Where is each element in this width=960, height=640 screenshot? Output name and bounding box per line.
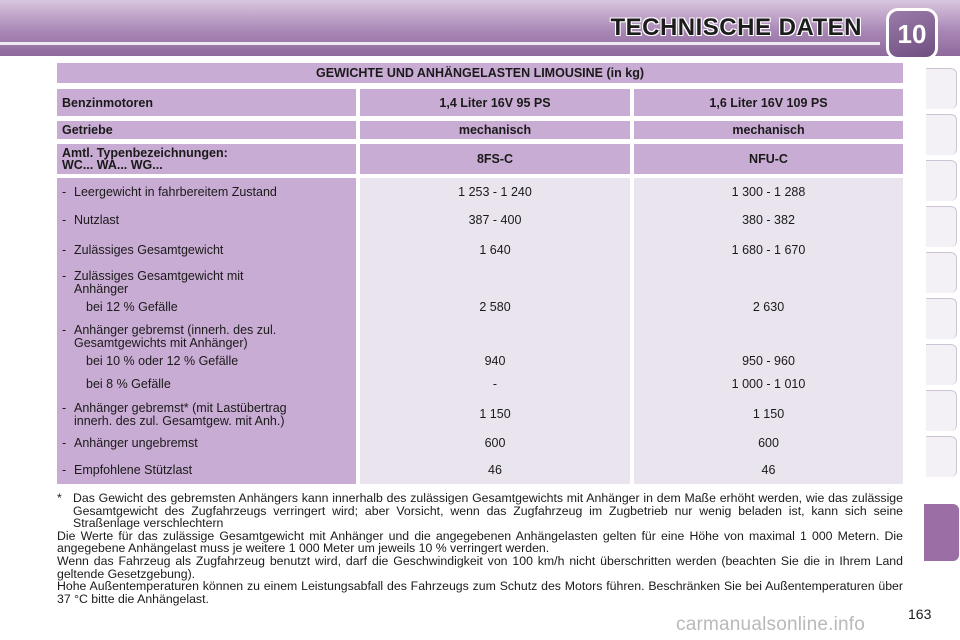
footnote-text: Das Gewicht des gebremsten Anhängers kann innerhalb des zulässigen Gesamtgewichts mit Anhänger in dem Maße erhöht werden, wie das zulässige Gesamtgewicht des Zugfahrzeugs verringert wird; aber Vorsicht, wenn das Zugfahrzeug im Zugbetrieb nur wenig beladen ist, kann sich seine Straßenlage verschlechtern [73, 491, 903, 531]
table-row-label: bei 8 % Gefälle [86, 377, 171, 391]
chapter-tab[interactable] [926, 252, 957, 293]
chapter-tab[interactable] [926, 160, 957, 201]
chapter-tab[interactable] [926, 68, 957, 109]
table-cell: 1 253 - 1 240 [458, 185, 532, 199]
table-row-label: - Zulässiges Gesamtgewicht [62, 243, 224, 257]
engine-col-a: 1,4 Liter 16V 95 PS [360, 89, 630, 116]
table-caption: GEWICHTE UND ANHÄNGELASTEN LIMOUSINE (in kg) [57, 63, 903, 83]
page-number: 163 [908, 606, 932, 622]
chapter-tab[interactable] [926, 436, 957, 477]
label-column [57, 178, 356, 484]
table-row-label: - Leergewicht in fahrbereitem Zustand [62, 185, 277, 199]
table-cell: - [492, 377, 498, 391]
footnote [57, 492, 903, 530]
table-cell: 950 - 960 [742, 354, 795, 368]
gearbox-label: Getriebe [57, 121, 356, 139]
engine-row [57, 89, 903, 116]
table-cell: 1 300 - 1 288 [731, 185, 806, 199]
chapter-number-badge: 10 [886, 8, 938, 60]
chapter-tab-strip [926, 68, 960, 628]
type-label-line1: Amtl. Typenbezeichnungen: [62, 146, 228, 160]
table-cell: 1 640 [479, 243, 511, 257]
table-cell: 380 - 382 [742, 213, 795, 227]
page-title: TECHNISCHE DATEN [610, 14, 862, 41]
chapter-tab[interactable] [926, 298, 957, 339]
table-cell: 1 150 [479, 407, 511, 421]
table-body [57, 178, 903, 484]
table-row-label: - Anhänger gebremst (innerh. des zul. Gesamtgewichts mit Anhänger) [62, 323, 277, 350]
chapter-tab-active[interactable] [924, 504, 959, 561]
chapter-tab[interactable] [926, 390, 957, 431]
type-row [57, 144, 903, 174]
note-paragraph: Die Werte für das zulässige Gesamtgewicht mit Anhänger und die angegebenen Anhängelasten gelten für eine Höhe von maximal 1 000 Metern. Die angegebene Anhängelast muss je weitere 1 000 Meter um jeweils 10 % verringert werden. [57, 528, 903, 556]
table-row-label: bei 12 % Gefälle [86, 300, 178, 314]
table-row-label: - Anhänger gebremst* (mit Lastübertrag innerh. des zul. Gesamtgew. mit Anh.) [62, 401, 287, 428]
table-cell: 1 150 [752, 407, 785, 421]
table-row-label: bei 10 % oder 12 % Gefälle [86, 354, 239, 368]
gearbox-col-b: mechanisch [634, 121, 903, 139]
type-label [57, 144, 356, 174]
table-cell: 600 [758, 436, 779, 450]
note-paragraph: Wenn das Fahrzeug als Zugfahrzeug benutzt wird, darf die Geschwindigkeit von 100 km/h nicht überschritten werden (beachten Sie die in Ihrem Land geltende Gesetzgebung). [57, 553, 903, 581]
table-cell: 46 [761, 463, 776, 477]
note-paragraph: Hohe Außentemperaturen können zu einem Leistungsabfall des Fahrzeugs zum Schutz des Motors führen. Beschränken Sie bei Außentemperaturen über 37 °C bitte die Anhängelast. [57, 579, 903, 606]
type-col-b: NFU-C [634, 144, 903, 174]
type-label-line2: WC... WA... WG... [62, 158, 163, 172]
table-cell: 600 [484, 436, 506, 450]
gearbox-row [57, 121, 903, 139]
table-row-label: - Zulässiges Gesamtgewicht mit Anhänger [62, 269, 244, 296]
table-cell: 2 580 [479, 300, 511, 314]
table-cell: 940 [484, 354, 506, 368]
notes-section [57, 492, 903, 605]
table-cell: 387 - 400 [468, 213, 522, 227]
chapter-tab[interactable] [926, 114, 957, 155]
footnote-marker: * [57, 491, 62, 505]
engine-col-b: 1,6 Liter 16V 109 PS [634, 89, 903, 116]
value-column-b [634, 178, 903, 484]
chapter-tab[interactable] [926, 344, 957, 385]
table-cell: 2 630 [752, 300, 785, 314]
table-cell: 1 000 - 1 010 [731, 377, 806, 391]
value-column-a [360, 178, 630, 484]
table-cell: 1 680 - 1 670 [731, 243, 806, 257]
watermark: carmanualsonline.info [676, 614, 866, 635]
table-row-label: - Anhänger ungebremst [62, 436, 198, 450]
type-col-a: 8FS-C [360, 144, 630, 174]
header-stripe [0, 42, 880, 45]
engine-label: Benzinmotoren [57, 89, 356, 116]
gearbox-col-a: mechanisch [360, 121, 630, 139]
table-row-label: - Empfohlene Stützlast [62, 463, 193, 477]
table-cell: 46 [488, 463, 502, 477]
table-row-label: - Nutzlast [62, 213, 120, 227]
chapter-tab[interactable] [926, 206, 957, 247]
